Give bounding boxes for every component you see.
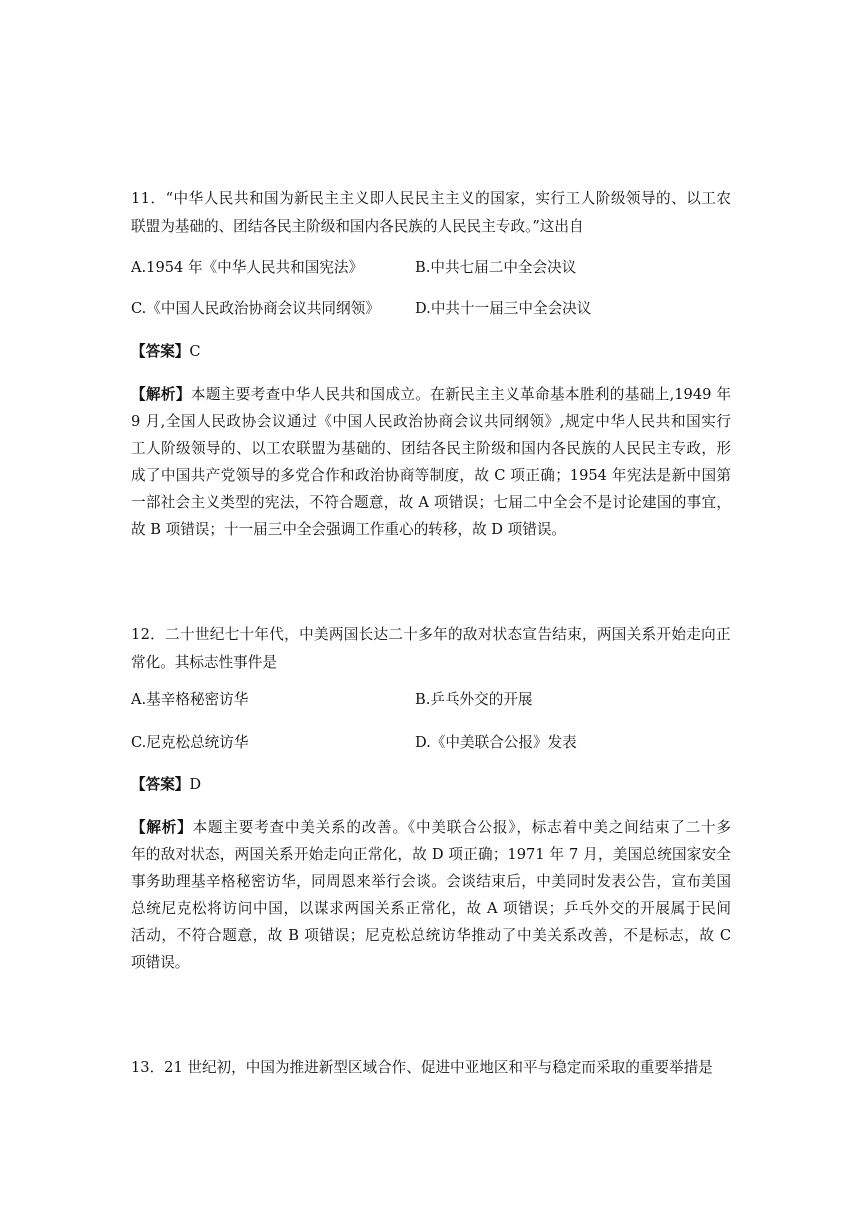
question-12-answer: 【答案】D xyxy=(131,776,202,793)
analysis-line: 项错误。 xyxy=(131,954,190,971)
analysis-line: 总统尼克松将访问中国，以谋求两国关系正常化，故 A 项错误；乒乓外交的开展属于民间 xyxy=(131,900,731,917)
stem-line: 1 1 ． “ 中 华 人 民 共 和 国 为 新 民 主 主 义 即 人 民 民 主 主 义 的 国 家 ， 实 行 工 人 阶 级 领 导 的 、 以 工 农 xyxy=(131,190,731,207)
analysis-line: 【解析】本题主要考查中美关系的改善。《中美联合公报》，标志着中美之间结束了二十多 xyxy=(131,819,731,836)
question-12-option-b: B.乒乓外交的开展 xyxy=(415,691,533,708)
question-12-option-a: A.基辛格秘密访华 xyxy=(131,691,249,708)
label-marker: 【解析】 xyxy=(131,386,191,403)
label-marker: 【答案】 xyxy=(131,343,190,360)
question-11-option-d: D.中共十一届三中全会决议 xyxy=(415,300,592,317)
stem-line: 1 2 ． 二 十 世 纪 七 十 年 代 ， 中 美 两 国 长 达 二 十 多 年 的 敌 对 状 态 宣 告 结 束 ， 两 国 关 系 开 始 走 向 正 xyxy=(131,626,731,643)
stem-line: 13．21 世纪初，中国为推进新型区域合作、促进中亚地区和平与稳定而采取的重要举措是 xyxy=(131,1059,713,1076)
question-11-option-b: B.中共七届二中全会决议 xyxy=(415,259,577,276)
analysis-line: 工人阶级领导的、以工农联盟为基础的、团结各民主阶级和国内各民族的人民民主专政，形 xyxy=(131,440,731,457)
stem-line: 联盟为基础的、团结各民主阶级和国内各民族的人民民主专政。”这出自 xyxy=(131,218,584,235)
analysis-line: 一部社会主义类型的宪法，不符合题意，故 A 项错误；七届二中全会不是讨论建国的事宜， xyxy=(131,494,731,511)
stem-line: 常化。其标志性事件是 xyxy=(131,654,277,671)
analysis-line: 年的敌对状态，两国关系开始走向正常化，故 D 项正确；1971 年 7 月，美国总统国家安全 xyxy=(131,846,731,863)
label-marker: 【答案】 xyxy=(131,776,190,793)
analysis-line: 活动，不符合题意，故 B 项错误；尼克松总统访华推动了中美关系改善，不是标志，故 C xyxy=(131,927,731,944)
analysis-line: 9 月,全国人民政协会议通过《中国人民政治协商会议共同纲领》,规定中华人民共和国实行 xyxy=(131,413,731,430)
question-12-option-d: D.《中美联合公报》发表 xyxy=(415,734,577,751)
analysis-line: 故 B 项错误；十一届三中全会强调工作重心的转移，故 D 项错误。 xyxy=(131,521,567,538)
analysis-line: 成了中国共产党领导的多党合作和政治协商等制度，故 C 项正确；1954 年宪法是新中国第 xyxy=(131,467,731,484)
analysis-line: 【解析】本题主要考查中华人民共和国成立。在新民主主义革命基本胜利的基础上,1949 年 xyxy=(131,386,731,403)
question-11-option-a: A.1954 年《中华人民共和国宪法》 xyxy=(131,259,364,276)
question-11-option-c: C.《中国人民政治协商会议共同纲领》 xyxy=(131,300,380,317)
label-marker: 【解析】 xyxy=(131,819,193,836)
analysis-line: 事务助理基辛格秘密访华，同周恩来举行会谈。会谈结束后，中美同时发表公告，宣布美国 xyxy=(131,873,731,890)
question-11-answer: 【答案】C xyxy=(131,343,201,360)
question-12-option-c: C.尼克松总统访华 xyxy=(131,734,249,751)
